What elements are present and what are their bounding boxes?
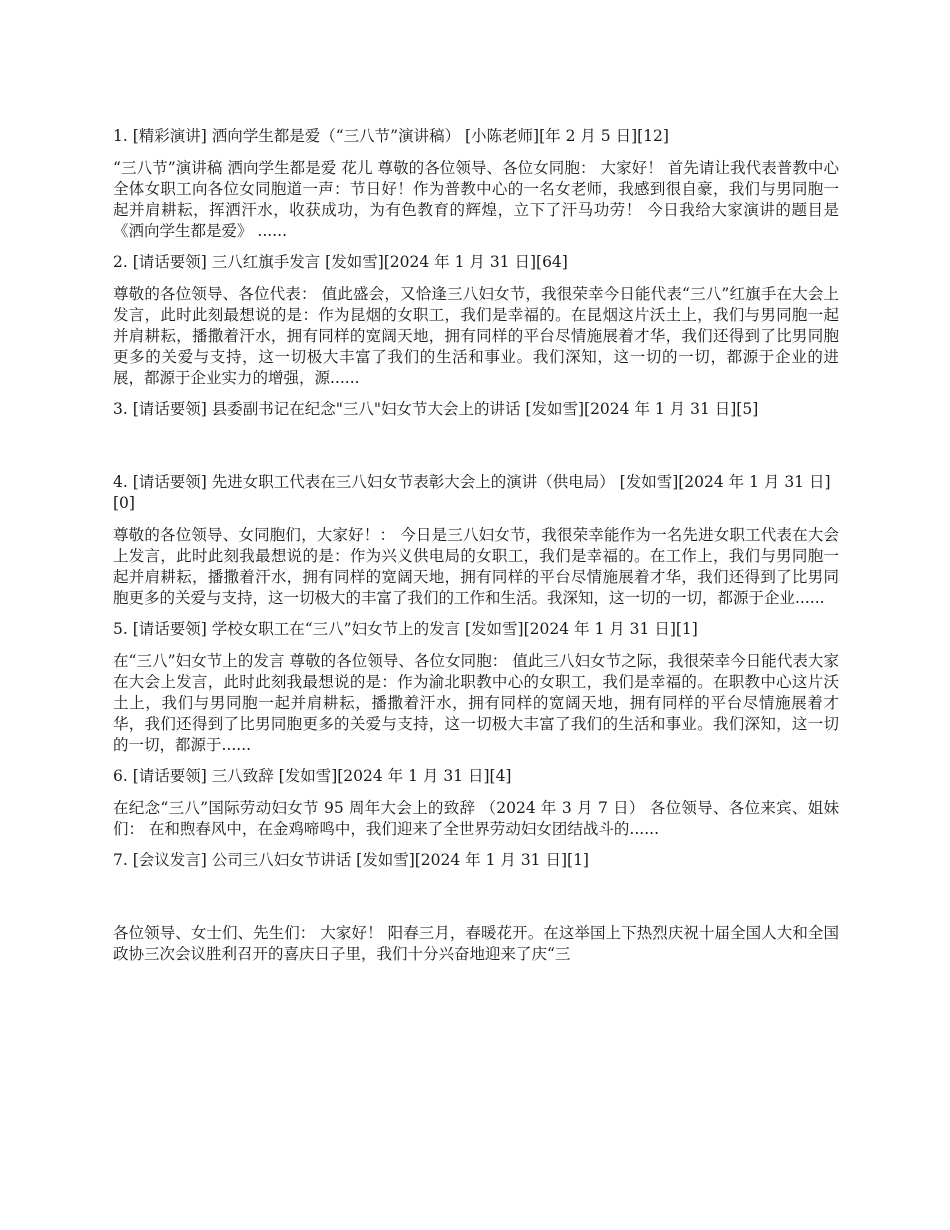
entry-4-summary: 尊敬的各位领导、女同胞们，大家好！： 今日是三八妇女节，我很荣幸能作为一名先进女职工代表在大会上发言，此时此刻我最想说的是：作为兴义供电局的女职工，我们是幸福的。在工作上，我们与男同胞一起并肩耕耘，播撒着汗水，拥有同样的宽阔天地，拥有同样的平台尽情施展着才华，我们还得到了比男同胞更多的关爱与支持，这一切极大的丰富了我们的工作和生活。我深知，这一切的一切，都源于企业...... (113, 526, 839, 607)
entry-2-summary: 尊敬的各位领导、各位代表： 值此盛会，又恰逢三八妇女节，我很荣幸今日能代表“三八”红旗手在大会上发言，此时此刻最想说的是：作为昆烟的女职工，我们是幸福的。在昆烟这片沃土上，我们与男同胞一起并肩耕耘，播撒着汗水，拥有同样的宽阔天地，拥有同样的平台尽情施展着才华，我们还得到了比男同胞更多的关爱与支持，这一切极大丰富了我们的生活和事业。我们深知，这一切的一切，都源于企业的进展，都源于企业实力的增强，源...... (113, 285, 839, 387)
entry-1-summary: “三八节”演讲稿 洒向学生都是爱 花儿 尊敬的各位领导、各位女同胞： 大家好！ 首先请让我代表普教中心全体女职工向各位女同胞道一声：节日好！作为普教中心的一名女老师，我感到很自豪，我们与男同胞一起并肩耕耘，挥洒汗水，收获成功，为有色教育的辉煌，立下了汗马功劳！ 今日我给大家演讲的题目是《洒向学生都是爱》 ...... (113, 159, 839, 240)
entry-5-summary: 在“三八”妇女节上的发言 尊敬的各位领导、各位女同胞： 值此三八妇女节之际，我很荣幸今日能代表大家在大会上发言，此时此刻我最想说的是：作为渝北职教中心的女职工，我们是幸福的。在职教中心这片沃土上，我们与男同胞一起并肩耕耘，播撒着汗水，拥有同样的宽阔天地，拥有同样的平台尽情施展着才华，我们还得到了比男同胞更多的关爱与支持，这一切极大丰富了我们的生活和事业。我们深知，这一切的一切，都源于...... (113, 652, 839, 754)
entry-5-title[interactable]: 5. [请话要领] 学校女职工在“三八”妇女节上的发言 [发如雪][2024 年 1 月 31 日][1] (113, 620, 698, 638)
entry-3-title[interactable]: 3. [请话要领] 县委副书记在纪念"三八"妇女节大会上的讲话 [发如雪][2024 年 1 月 31 日][5] (113, 400, 759, 418)
entry-7-title[interactable]: 7. [会议发言] 公司三八妇女节讲话 [发如雪][2024 年 1 月 31 日][1] (113, 851, 589, 869)
entry-1-title[interactable]: 1. [精彩演讲] 洒向学生都是爱（“三八节”演讲稿） [小陈老师][年 2 月 5 日][12] (113, 127, 669, 145)
trailing-paragraph: 各位领导、女士们、先生们： 大家好！ 阳春三月，春暖花开。在这举国上下热烈庆祝十届全国人大和全国政协三次会议胜利召开的喜庆日子里，我们十分兴奋地迎来了庆“三 (113, 924, 839, 963)
entry-6-title[interactable]: 6. [请话要领] 三八致辞 [发如雪][2024 年 1 月 31 日][4] (113, 767, 512, 785)
entry-6-summary: 在纪念“三八”国际劳动妇女节 95 周年大会上的致辞 （2024 年 3 月 7 日） 各位领导、各位来宾、姐妹们： 在和煦春风中，在金鸡啼鸣中，我们迎来了全世界劳动妇女团结战斗的...... (113, 799, 839, 838)
entry-4-title[interactable]: 4. [请话要领] 先进女职工代表在三八妇女节表彰大会上的演讲（供电局） [发如雪][2024 年 1 月 31 日][0] (113, 473, 831, 512)
document-page (113, 126, 839, 965)
entry-2-title[interactable]: 2. [请话要领] 三八红旗手发言 [发如雪][2024 年 1 月 31 日][64] (113, 253, 568, 271)
